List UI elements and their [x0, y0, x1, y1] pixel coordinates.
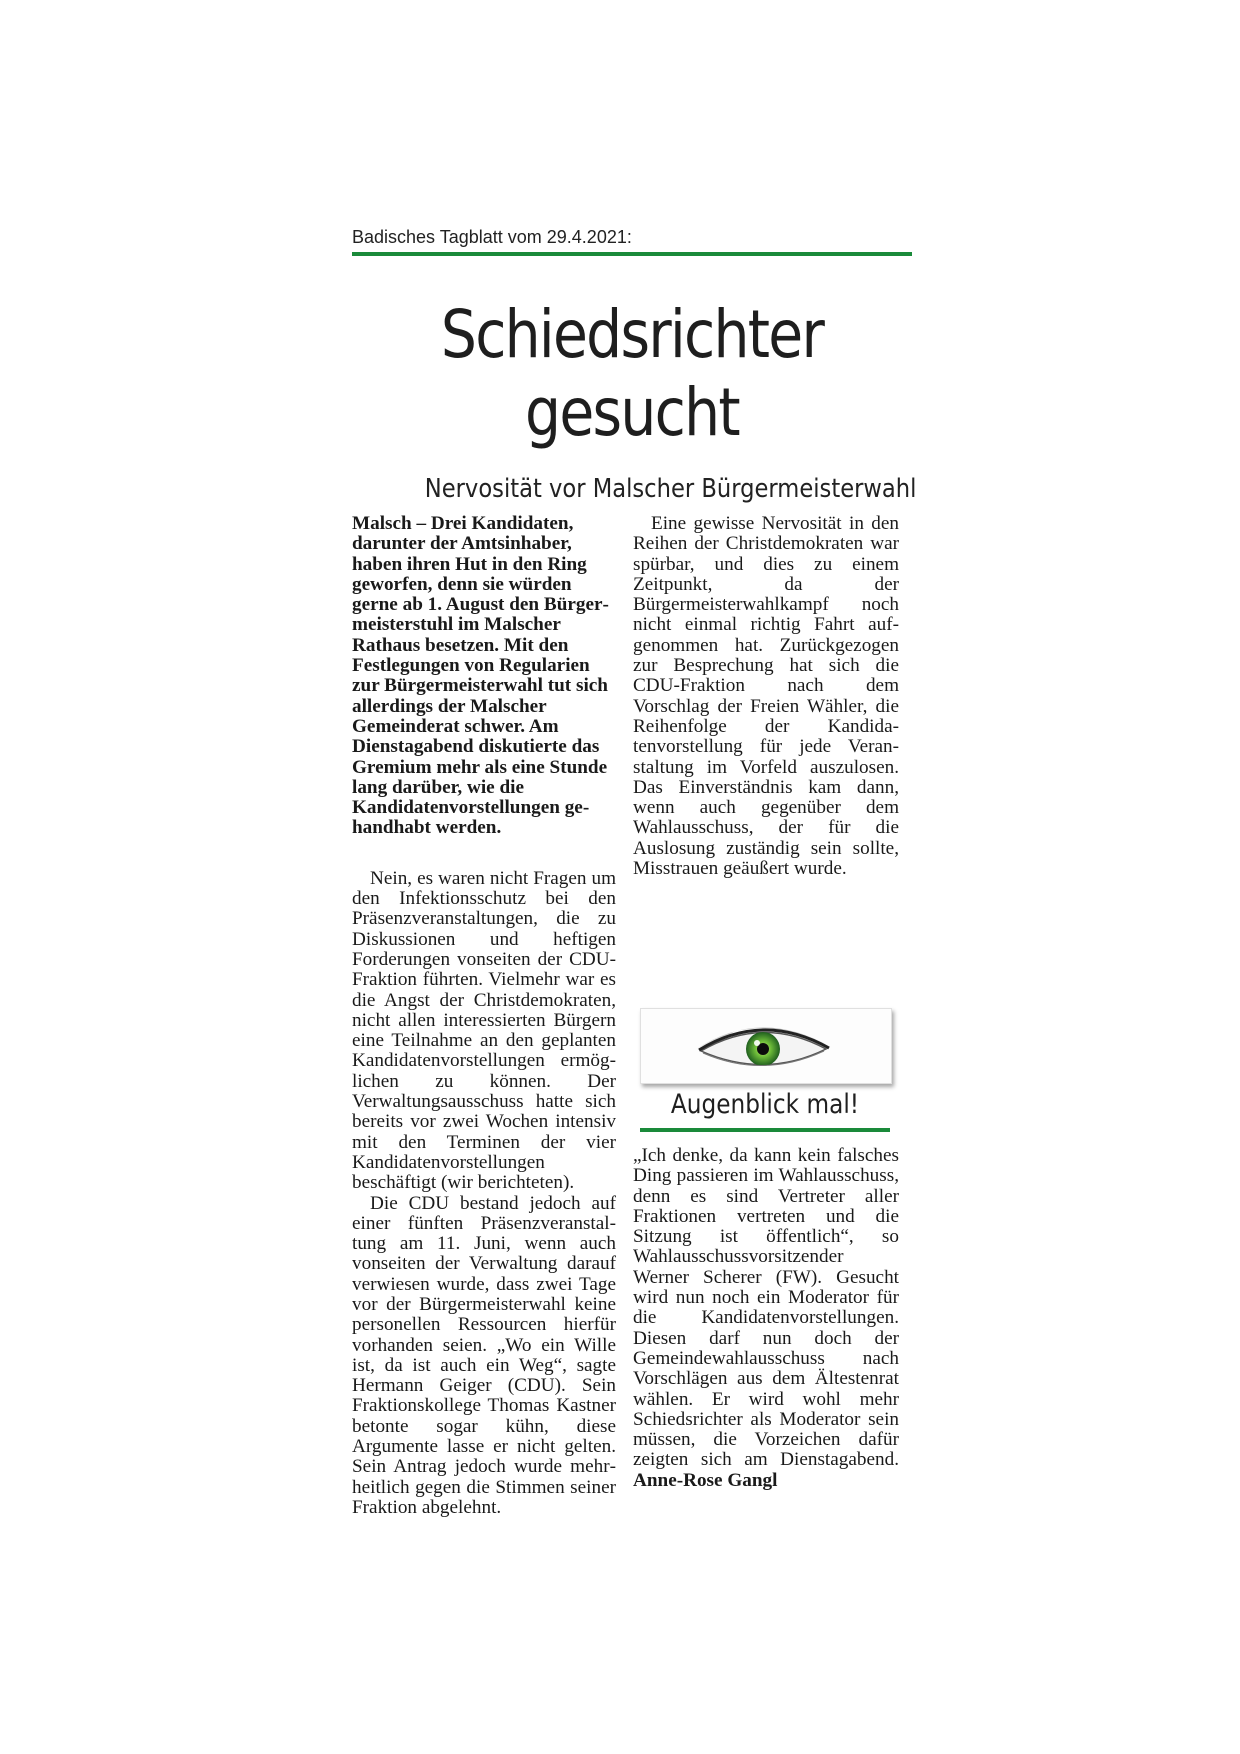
- body-paragraph-3: Eine gewisse Nervosität in den Reihen der Christdemokraten war spürbar, und dies zu einem Zeitpunkt, da der Bürgermeisterwahlkampf noch nicht einmal richtig Fahrt aufgenommen hat. Zurückgezogen zur Besprechung hat sich die CDU-Fraktion nach dem Vorschlag der Freien Wähler, die Reihenfolge der Kandidatenvorstellung für jede Veranstaltung im Vorfeld auszulosen. Das Einverständnis kam dann, wenn auch gegenüber dem Wahlausschuss, der für die Auslosung zuständig sein sollte, Misstrauen geäußert wurde.: [633, 513, 899, 880]
- body-paragraph-2-text: Die CDU bestand jedoch auf einer fünften Präsenzveranstaltung am 11. Juni, wenn auch vonseiten der Verwaltung darauf verwiesen wurde, dass zwei Tage vor der Bürgermeisterwahl keine personellen Ressourcen hierfür vorhanden seien. „Wo ein Wille ist, da ist auch ein Weg“, sagte Hermann Geiger (CDU). Sein Fraktionskollege Thomas Kastner betonte sogar kühn, diese Argumente lasse er nicht gelten. Sein Antrag jedoch wurde mehrheitlich gegen die Stimmen seiner Fraktion abgelehnt.: [352, 1192, 616, 1518]
- article-column-3: [633, 1146, 899, 1491]
- subheadline: Nervosität vor Malscher Bürgermeisterwahl: [424, 474, 917, 504]
- source-line: Badisches Tagblatt vom 29.4.2021:: [352, 226, 912, 256]
- box-title: Augenblick mal!: [670, 1089, 860, 1120]
- headline-line-2: gesucht: [525, 374, 739, 451]
- headline-line-1: Schiedsrichter: [440, 296, 824, 373]
- lead-paragraph: Malsch – Drei Kandidaten, darunter der Amtsinhaber, haben ihren Hut in den Ring geworfen, denn sie würden gerne ab 1. August den Bürgermeisterstuhl im Malscher Rathaus besetzen. Mit den Festlegungen von Regularien zur Bürgermeisterwahl tut sich allerdings der Malscher Gemeinderat schwer. Am Dienstagabend diskutierte das Gremium mehr als eine Stunde lang darüber, wie die Kandidatenvorstellungen gehandhabt werden.: [352, 513, 609, 839]
- article-column-2: [633, 514, 899, 879]
- author-name: Anne-Rose Gangl: [633, 1469, 778, 1491]
- body-paragraph-1: Nein, es waren nicht Fragen um den Infektionsschutz bei den Präsenzveranstaltungen, die zu Diskussionen und heftigen Forderungen vonseiten der CDU-Fraktion führten. Vielmehr war es die Angst der Christdemokraten, nicht allen interessierten Bürgern eine Teilnahme an den geplanten Kandidatenvorstellungen ermöglichen zu können. Der Verwaltungsausschuss hatte sich bereits vor zwei Wochen intensiv mit den Terminen der vier Kandidatenvorstellungen beschäftigt (wir berichteten).: [352, 867, 616, 1194]
- box-title-rule: [640, 1128, 890, 1132]
- headline: [391, 296, 873, 452]
- box-paragraph: [633, 1146, 899, 1491]
- eye-photo-box: [640, 1008, 892, 1084]
- box-paragraph-text: „Ich denke, da kann kein falsches Ding passieren im Wahlausschuss, denn es sind Vertreter aller Fraktionen vertreten und die Sitzung ist öffentlich“, so Wahlausschussvorsitzender Werner Scherer (FW). Gesucht wird nun noch ein Moderator für die Kandidatenvorstellungen. Diesen darf nun doch der Gemeindewahlausschuss nach Vorschlägen aus dem Ältestenrat wählen. Er wird wohl mehr Schiedsrichter als Moderator sein müssen, die Vorzeichen dafür zeigten sich am Dienstagabend.: [633, 1145, 899, 1471]
- green-eye-icon: [641, 1009, 891, 1083]
- body-paragraph-2: [352, 1194, 616, 1519]
- article-column-1: [352, 514, 616, 1518]
